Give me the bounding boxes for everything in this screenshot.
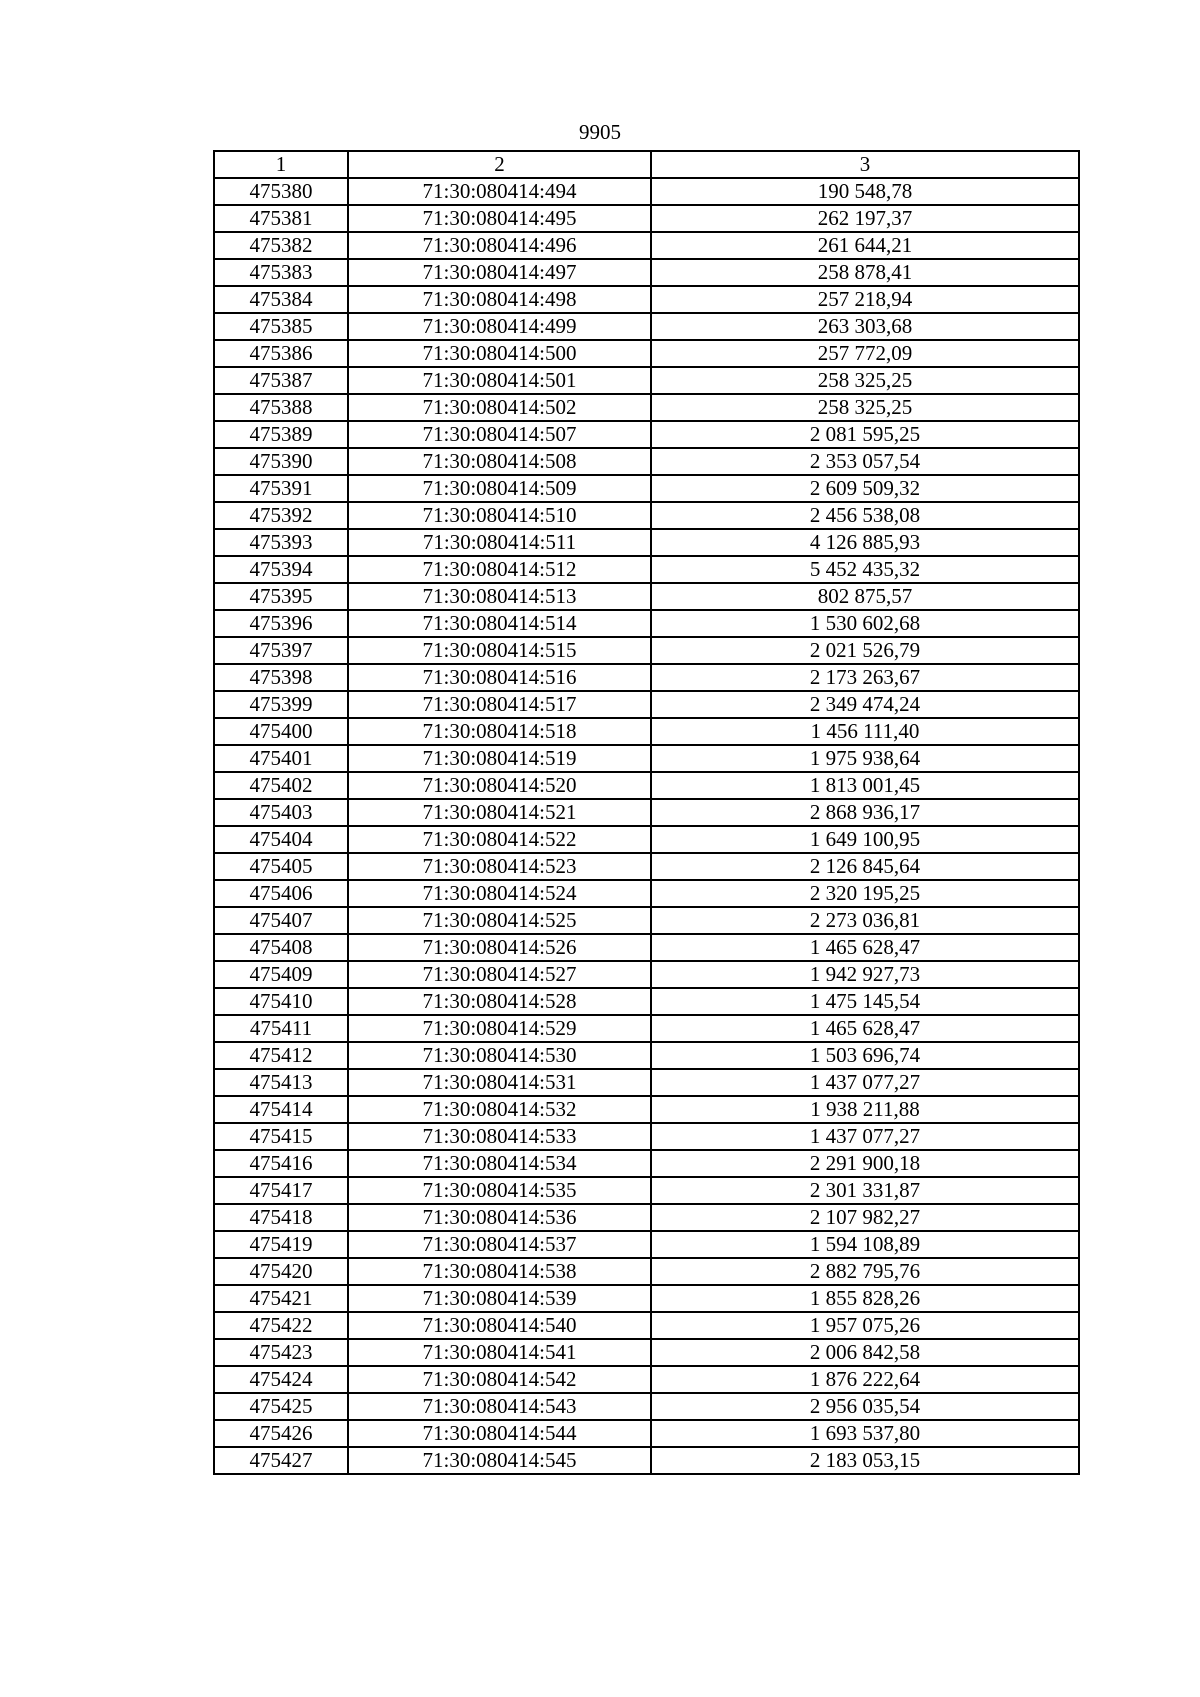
table-cell-col-3: 1 649 100,95	[651, 826, 1079, 853]
table-cell-col-3: 261 644,21	[651, 232, 1079, 259]
table-cell-col-1: 475426	[214, 1420, 348, 1447]
table-cell-col-2: 71:30:080414:540	[348, 1312, 651, 1339]
table-row	[214, 1420, 1079, 1447]
table-cell-col-3: 2 291 900,18	[651, 1150, 1079, 1177]
table-cell-col-1: 475422	[214, 1312, 348, 1339]
table-cell-col-1: 475414	[214, 1096, 348, 1123]
table-cell-col-2: 71:30:080414:538	[348, 1258, 651, 1285]
table-cell-col-1: 475391	[214, 475, 348, 502]
table-cell-col-1: 475421	[214, 1285, 348, 1312]
table-cell-col-2: 71:30:080414:495	[348, 205, 651, 232]
table-cell-col-2: 71:30:080414:516	[348, 664, 651, 691]
table-cell-col-2: 71:30:080414:512	[348, 556, 651, 583]
table-cell-col-3: 4 126 885,93	[651, 529, 1079, 556]
table-cell-col-1: 475405	[214, 853, 348, 880]
table-cell-col-3: 263 303,68	[651, 313, 1079, 340]
table-cell-col-2: 71:30:080414:524	[348, 880, 651, 907]
table-cell-col-3: 257 772,09	[651, 340, 1079, 367]
table-row	[214, 475, 1079, 502]
table-cell-col-3: 2 349 474,24	[651, 691, 1079, 718]
table-row	[214, 772, 1079, 799]
table-cell-col-2: 71:30:080414:521	[348, 799, 651, 826]
table-cell-col-1: 475420	[214, 1258, 348, 1285]
table-cell-col-1: 475399	[214, 691, 348, 718]
table-cell-col-3: 2 006 842,58	[651, 1339, 1079, 1366]
table-cell-col-3: 257 218,94	[651, 286, 1079, 313]
table-cell-col-1: 475407	[214, 907, 348, 934]
table-row	[214, 610, 1079, 637]
table-cell-col-2: 71:30:080414:517	[348, 691, 651, 718]
table-cell-col-1: 475394	[214, 556, 348, 583]
table-row	[214, 367, 1079, 394]
table-cell-col-3: 2 868 936,17	[651, 799, 1079, 826]
table-row	[214, 205, 1079, 232]
table-cell-col-2: 71:30:080414:508	[348, 448, 651, 475]
table-cell-col-2: 71:30:080414:545	[348, 1447, 651, 1474]
table-row	[214, 1069, 1079, 1096]
table-row	[214, 1150, 1079, 1177]
table-cell-col-3: 2 301 331,87	[651, 1177, 1079, 1204]
table-cell-col-2: 71:30:080414:529	[348, 1015, 651, 1042]
table-row	[214, 232, 1079, 259]
table-row	[214, 1393, 1079, 1420]
table-row	[214, 421, 1079, 448]
table-row	[214, 907, 1079, 934]
table-cell-col-3: 1 456 111,40	[651, 718, 1079, 745]
table-cell-col-2: 71:30:080414:527	[348, 961, 651, 988]
table-cell-col-3: 190 548,78	[651, 178, 1079, 205]
table-cell-col-1: 475393	[214, 529, 348, 556]
table-cell-col-3: 1 503 696,74	[651, 1042, 1079, 1069]
table-row	[214, 691, 1079, 718]
table-cell-col-2: 71:30:080414:541	[348, 1339, 651, 1366]
table-cell-col-2: 71:30:080414:536	[348, 1204, 651, 1231]
table-cell-col-1: 475384	[214, 286, 348, 313]
table-cell-col-1: 475388	[214, 394, 348, 421]
table-cell-col-3: 1 957 075,26	[651, 1312, 1079, 1339]
table-cell-col-2: 71:30:080414:534	[348, 1150, 651, 1177]
table-cell-col-2: 71:30:080414:539	[348, 1285, 651, 1312]
table-cell-col-3: 2 126 845,64	[651, 853, 1079, 880]
table-cell-col-3: 5 452 435,32	[651, 556, 1079, 583]
table-row	[214, 988, 1079, 1015]
table-cell-col-2: 71:30:080414:496	[348, 232, 651, 259]
table-cell-col-3: 258 325,25	[651, 367, 1079, 394]
table-cell-col-3: 1 437 077,27	[651, 1123, 1079, 1150]
table-cell-col-3: 1 693 537,80	[651, 1420, 1079, 1447]
table-row	[214, 286, 1079, 313]
table-cell-col-2: 71:30:080414:513	[348, 583, 651, 610]
table-cell-col-3: 2 107 982,27	[651, 1204, 1079, 1231]
table-row	[214, 745, 1079, 772]
table-row	[214, 1096, 1079, 1123]
table-cell-col-1: 475412	[214, 1042, 348, 1069]
column-header-3: 3	[651, 151, 1079, 178]
table-cell-col-1: 475383	[214, 259, 348, 286]
table-cell-col-2: 71:30:080414:494	[348, 178, 651, 205]
table-cell-col-2: 71:30:080414:543	[348, 1393, 651, 1420]
table-cell-col-3: 262 197,37	[651, 205, 1079, 232]
table-row	[214, 1258, 1079, 1285]
table-cell-col-2: 71:30:080414:501	[348, 367, 651, 394]
table-cell-col-2: 71:30:080414:533	[348, 1123, 651, 1150]
table-cell-col-2: 71:30:080414:542	[348, 1366, 651, 1393]
table-cell-col-2: 71:30:080414:511	[348, 529, 651, 556]
table-cell-col-2: 71:30:080414:518	[348, 718, 651, 745]
header-row	[214, 151, 1079, 178]
table-row	[214, 1366, 1079, 1393]
table-row	[214, 583, 1079, 610]
table-cell-col-1: 475402	[214, 772, 348, 799]
table-cell-col-2: 71:30:080414:502	[348, 394, 651, 421]
table-row	[214, 664, 1079, 691]
table-row	[214, 1231, 1079, 1258]
table-cell-col-3: 1 938 211,88	[651, 1096, 1079, 1123]
table-cell-col-3: 1 465 628,47	[651, 934, 1079, 961]
table-cell-col-1: 475424	[214, 1366, 348, 1393]
table-cell-col-1: 475427	[214, 1447, 348, 1474]
table-cell-col-1: 475423	[214, 1339, 348, 1366]
table-cell-col-1: 475390	[214, 448, 348, 475]
table-cell-col-2: 71:30:080414:530	[348, 1042, 651, 1069]
table-row	[214, 1312, 1079, 1339]
table-cell-col-2: 71:30:080414:510	[348, 502, 651, 529]
table-cell-col-3: 2 021 526,79	[651, 637, 1079, 664]
table-cell-col-1: 475419	[214, 1231, 348, 1258]
table-cell-col-3: 2 320 195,25	[651, 880, 1079, 907]
table-cell-col-3: 2 183 053,15	[651, 1447, 1079, 1474]
table-row	[214, 853, 1079, 880]
table-row	[214, 529, 1079, 556]
table-cell-col-2: 71:30:080414:520	[348, 772, 651, 799]
table-cell-col-3: 1 813 001,45	[651, 772, 1079, 799]
table-cell-col-3: 802 875,57	[651, 583, 1079, 610]
table-row	[214, 1285, 1079, 1312]
table-row	[214, 313, 1079, 340]
table-cell-col-1: 475385	[214, 313, 348, 340]
table-cell-col-2: 71:30:080414:525	[348, 907, 651, 934]
table-cell-col-3: 1 530 602,68	[651, 610, 1079, 637]
table-row	[214, 1447, 1079, 1474]
table-cell-col-2: 71:30:080414:531	[348, 1069, 651, 1096]
table-row	[214, 394, 1079, 421]
table-row	[214, 880, 1079, 907]
table-cell-col-1: 475401	[214, 745, 348, 772]
table-row	[214, 178, 1079, 205]
table-row	[214, 1123, 1079, 1150]
table-cell-col-2: 71:30:080414:532	[348, 1096, 651, 1123]
table-row	[214, 259, 1079, 286]
table-cell-col-1: 475389	[214, 421, 348, 448]
table-cell-col-1: 475386	[214, 340, 348, 367]
table-cell-col-3: 1 876 222,64	[651, 1366, 1079, 1393]
table-cell-col-2: 71:30:080414:515	[348, 637, 651, 664]
table-row	[214, 1339, 1079, 1366]
table-cell-col-1: 475395	[214, 583, 348, 610]
column-header-2: 2	[348, 151, 651, 178]
table-cell-col-2: 71:30:080414:544	[348, 1420, 651, 1447]
table-cell-col-2: 71:30:080414:497	[348, 259, 651, 286]
table-cell-col-2: 71:30:080414:500	[348, 340, 651, 367]
table-cell-col-1: 475387	[214, 367, 348, 394]
table-cell-col-3: 2 609 509,32	[651, 475, 1079, 502]
table-cell-col-3: 1 975 938,64	[651, 745, 1079, 772]
table-cell-col-3: 258 325,25	[651, 394, 1079, 421]
table-cell-col-1: 475381	[214, 205, 348, 232]
table-row	[214, 1177, 1079, 1204]
table-cell-col-3: 258 878,41	[651, 259, 1079, 286]
table-cell-col-3: 1 475 145,54	[651, 988, 1079, 1015]
table-row	[214, 340, 1079, 367]
table-body	[214, 178, 1079, 1474]
table-cell-col-1: 475380	[214, 178, 348, 205]
table-cell-col-2: 71:30:080414:507	[348, 421, 651, 448]
table-cell-col-3: 2 273 036,81	[651, 907, 1079, 934]
table-cell-col-2: 71:30:080414:514	[348, 610, 651, 637]
table-cell-col-1: 475413	[214, 1069, 348, 1096]
table-cell-col-3: 1 855 828,26	[651, 1285, 1079, 1312]
table-cell-col-1: 475397	[214, 637, 348, 664]
table-cell-col-3: 2 081 595,25	[651, 421, 1079, 448]
table-cell-col-1: 475404	[214, 826, 348, 853]
table-header	[214, 151, 1079, 178]
table-cell-col-3: 2 956 035,54	[651, 1393, 1079, 1420]
table-cell-col-3: 1 942 927,73	[651, 961, 1079, 988]
table-cell-col-1: 475418	[214, 1204, 348, 1231]
table-cell-col-1: 475406	[214, 880, 348, 907]
table-cell-col-2: 71:30:080414:499	[348, 313, 651, 340]
table-row	[214, 1015, 1079, 1042]
table-cell-col-1: 475392	[214, 502, 348, 529]
table-row	[214, 448, 1079, 475]
table-cell-col-1: 475411	[214, 1015, 348, 1042]
table-row	[214, 1204, 1079, 1231]
table-row	[214, 799, 1079, 826]
table-cell-col-2: 71:30:080414:528	[348, 988, 651, 1015]
table-cell-col-3: 2 456 538,08	[651, 502, 1079, 529]
table-cell-col-2: 71:30:080414:498	[348, 286, 651, 313]
table-cell-col-2: 71:30:080414:522	[348, 826, 651, 853]
table-cell-col-1: 475415	[214, 1123, 348, 1150]
table-cell-col-2: 71:30:080414:519	[348, 745, 651, 772]
data-table	[213, 150, 1080, 1475]
table-row	[214, 637, 1079, 664]
table-cell-col-1: 475400	[214, 718, 348, 745]
table-cell-col-1: 475382	[214, 232, 348, 259]
column-header-1: 1	[214, 151, 348, 178]
table-cell-col-3: 1 594 108,89	[651, 1231, 1079, 1258]
table-cell-col-1: 475417	[214, 1177, 348, 1204]
table-row	[214, 556, 1079, 583]
table-cell-col-2: 71:30:080414:523	[348, 853, 651, 880]
table-cell-col-1: 475409	[214, 961, 348, 988]
table-row	[214, 502, 1079, 529]
table-cell-col-3: 1 465 628,47	[651, 1015, 1079, 1042]
table-cell-col-3: 2 353 057,54	[651, 448, 1079, 475]
table-row	[214, 718, 1079, 745]
table-cell-col-1: 475398	[214, 664, 348, 691]
table-cell-col-2: 71:30:080414:509	[348, 475, 651, 502]
table-cell-col-2: 71:30:080414:537	[348, 1231, 651, 1258]
table-row	[214, 826, 1079, 853]
table-cell-col-1: 475416	[214, 1150, 348, 1177]
table-cell-col-1: 475408	[214, 934, 348, 961]
table-cell-col-1: 475425	[214, 1393, 348, 1420]
table-cell-col-1: 475396	[214, 610, 348, 637]
table-row	[214, 934, 1079, 961]
table-cell-col-2: 71:30:080414:526	[348, 934, 651, 961]
page-number: 9905	[579, 120, 621, 144]
table-cell-col-3: 1 437 077,27	[651, 1069, 1079, 1096]
table-row	[214, 1042, 1079, 1069]
table-cell-col-3: 2 882 795,76	[651, 1258, 1079, 1285]
table-cell-col-3: 2 173 263,67	[651, 664, 1079, 691]
table-cell-col-1: 475410	[214, 988, 348, 1015]
table-cell-col-1: 475403	[214, 799, 348, 826]
table-row	[214, 961, 1079, 988]
table-cell-col-2: 71:30:080414:535	[348, 1177, 651, 1204]
